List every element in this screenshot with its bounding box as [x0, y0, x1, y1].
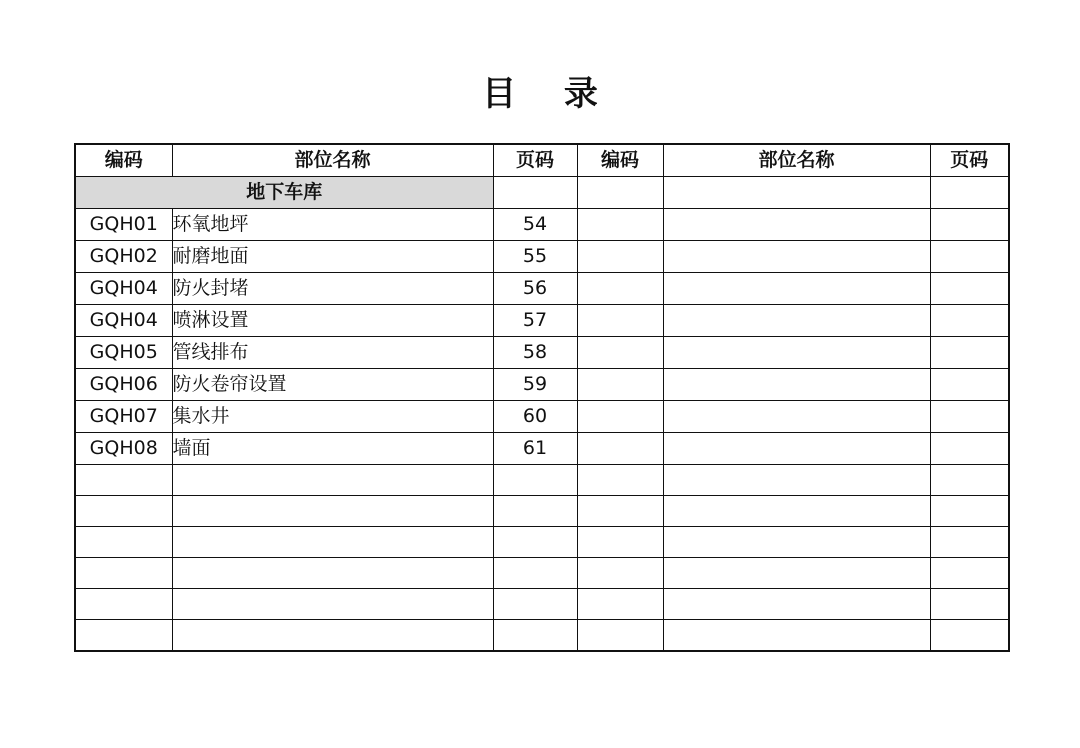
- table-row: [75, 241, 1009, 273]
- empty-cell: [930, 620, 1009, 651]
- row-code: GQH07: [75, 401, 172, 433]
- empty-cell: [172, 620, 493, 651]
- row-code: GQH04: [75, 305, 172, 337]
- empty-cell: [663, 177, 930, 209]
- empty-cell: [930, 401, 1009, 433]
- table-row: [75, 369, 1009, 401]
- empty-cell: [930, 305, 1009, 337]
- empty-cell: [493, 465, 577, 496]
- empty-cell: [577, 369, 663, 401]
- toc-table: [74, 143, 1010, 652]
- empty-cell: [663, 589, 930, 620]
- row-name: 集水井: [172, 401, 493, 433]
- page-title: 目 录: [482, 74, 616, 114]
- header-name: 部位名称: [172, 144, 493, 177]
- empty-cell: [577, 558, 663, 589]
- row-page: 60: [493, 401, 577, 433]
- empty-cell: [663, 241, 930, 273]
- empty-cell: [75, 527, 172, 558]
- row-page: 55: [493, 241, 577, 273]
- row-page: 54: [493, 209, 577, 241]
- empty-cell: [75, 620, 172, 651]
- empty-cell: [663, 527, 930, 558]
- empty-cell: [930, 337, 1009, 369]
- empty-row: [75, 465, 1009, 496]
- section-row: [75, 177, 1009, 209]
- empty-cell: [75, 589, 172, 620]
- table-row: [75, 433, 1009, 465]
- row-code: GQH04: [75, 273, 172, 305]
- row-name: 墙面: [172, 433, 493, 465]
- empty-cell: [577, 620, 663, 651]
- table-row: [75, 337, 1009, 369]
- row-page: 56: [493, 273, 577, 305]
- row-page: 59: [493, 369, 577, 401]
- row-page: 58: [493, 337, 577, 369]
- empty-cell: [663, 369, 930, 401]
- empty-cell: [577, 209, 663, 241]
- empty-cell: [663, 209, 930, 241]
- empty-cell: [930, 589, 1009, 620]
- empty-cell: [930, 433, 1009, 465]
- empty-row: [75, 527, 1009, 558]
- row-code: GQH02: [75, 241, 172, 273]
- header-name-right: 部位名称: [663, 144, 930, 177]
- empty-cell: [172, 496, 493, 527]
- section-label: 地下车库: [75, 177, 493, 209]
- empty-cell: [663, 433, 930, 465]
- empty-cell: [577, 496, 663, 527]
- table-row: [75, 401, 1009, 433]
- empty-cell: [577, 337, 663, 369]
- empty-cell: [577, 527, 663, 558]
- empty-cell: [930, 273, 1009, 305]
- empty-cell: [663, 337, 930, 369]
- empty-cell: [930, 558, 1009, 589]
- empty-row: [75, 620, 1009, 651]
- empty-cell: [663, 273, 930, 305]
- empty-cell: [493, 527, 577, 558]
- empty-cell: [577, 401, 663, 433]
- empty-cell: [172, 527, 493, 558]
- empty-cell: [75, 558, 172, 589]
- row-page: 61: [493, 433, 577, 465]
- empty-cell: [577, 273, 663, 305]
- empty-cell: [663, 496, 930, 527]
- empty-cell: [663, 558, 930, 589]
- empty-cell: [663, 620, 930, 651]
- empty-cell: [75, 465, 172, 496]
- row-name: 防火卷帘设置: [172, 369, 493, 401]
- row-code: GQH05: [75, 337, 172, 369]
- row-name: 管线排布: [172, 337, 493, 369]
- row-page: 57: [493, 305, 577, 337]
- header-row: [75, 144, 1009, 177]
- row-code: GQH08: [75, 433, 172, 465]
- table-row: [75, 273, 1009, 305]
- empty-cell: [493, 620, 577, 651]
- empty-cell: [930, 241, 1009, 273]
- row-name: 耐磨地面: [172, 241, 493, 273]
- empty-cell: [172, 589, 493, 620]
- empty-cell: [493, 589, 577, 620]
- empty-cell: [493, 558, 577, 589]
- empty-cell: [930, 369, 1009, 401]
- empty-cell: [930, 496, 1009, 527]
- header-code: 编码: [75, 144, 172, 177]
- table-row: [75, 209, 1009, 241]
- empty-cell: [663, 401, 930, 433]
- header-page: 页码: [493, 144, 577, 177]
- row-name: 环氧地坪: [172, 209, 493, 241]
- table-row: [75, 305, 1009, 337]
- row-name: 防火封堵: [172, 273, 493, 305]
- empty-cell: [172, 465, 493, 496]
- empty-cell: [75, 496, 172, 527]
- empty-cell: [577, 465, 663, 496]
- empty-cell: [930, 209, 1009, 241]
- empty-cell: [172, 558, 493, 589]
- header-page-right: 页码: [930, 144, 1009, 177]
- empty-cell: [577, 241, 663, 273]
- empty-row: [75, 589, 1009, 620]
- row-code: GQH06: [75, 369, 172, 401]
- empty-row: [75, 558, 1009, 589]
- empty-cell: [577, 305, 663, 337]
- empty-cell: [577, 589, 663, 620]
- empty-cell: [577, 177, 663, 209]
- empty-cell: [577, 433, 663, 465]
- empty-cell: [930, 527, 1009, 558]
- row-code: GQH01: [75, 209, 172, 241]
- empty-cell: [930, 177, 1009, 209]
- empty-cell: [493, 177, 577, 209]
- empty-cell: [663, 305, 930, 337]
- empty-row: [75, 496, 1009, 527]
- header-code-right: 编码: [577, 144, 663, 177]
- row-name: 喷淋设置: [172, 305, 493, 337]
- empty-cell: [930, 465, 1009, 496]
- empty-cell: [493, 496, 577, 527]
- empty-cell: [663, 465, 930, 496]
